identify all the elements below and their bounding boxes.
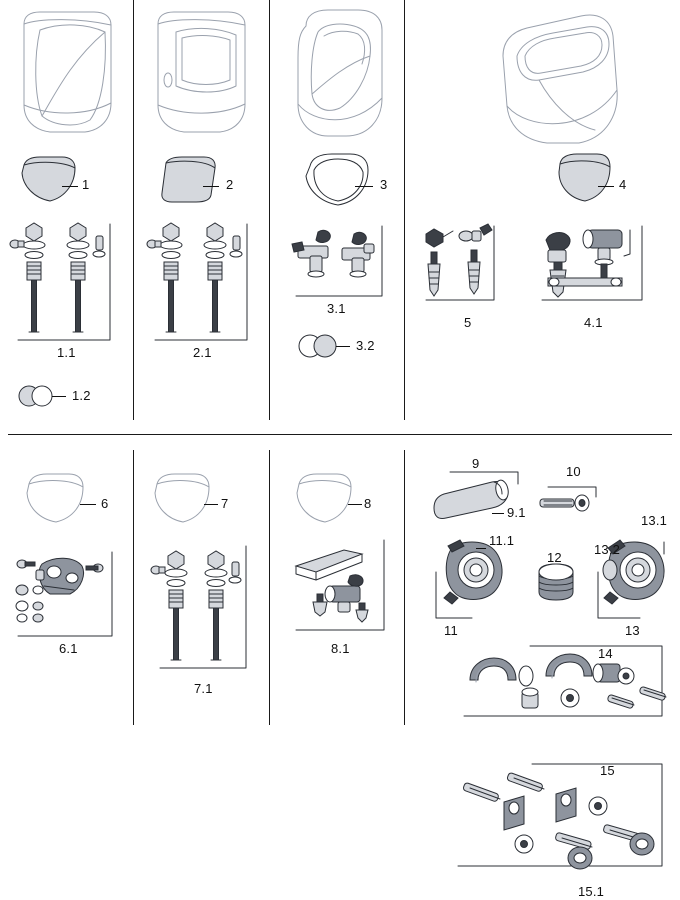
label-15-1: 15.1	[578, 884, 605, 899]
urinal-body-4	[495, 12, 625, 147]
label-12: 12	[547, 550, 562, 565]
divider-vertical-5	[269, 450, 270, 725]
label-15: 15	[600, 763, 615, 778]
fixing-set-1-1	[8, 222, 113, 342]
urinal-body-2	[146, 8, 258, 138]
mounting-set-4-1	[530, 222, 650, 304]
divider-horizontal-1	[8, 434, 672, 435]
anchor-set-5	[418, 222, 500, 304]
label-1-1: 1.1	[57, 345, 76, 360]
label-3: 3	[380, 177, 388, 192]
leader-3-2	[336, 346, 350, 347]
divider-vertical-3	[404, 0, 405, 420]
label-7: 7	[221, 496, 229, 511]
divider-vertical-1	[133, 0, 134, 420]
threaded-nut-12	[533, 562, 579, 604]
label-9: 9	[472, 456, 480, 471]
label-10: 10	[566, 464, 581, 479]
siphon-11	[432, 538, 514, 626]
urinal-cover-8	[292, 472, 356, 524]
label-13: 13	[625, 623, 640, 638]
label-2: 2	[226, 177, 234, 192]
label-3-2: 3.2	[356, 338, 375, 353]
label-13-2: 13.2	[594, 542, 621, 557]
label-4-1: 4.1	[584, 315, 603, 330]
label-8: 8	[364, 496, 372, 511]
urinal-body-1	[10, 8, 125, 138]
leader-1-2	[52, 396, 66, 397]
divider-vertical-6	[404, 450, 405, 725]
fixing-set-7-1	[146, 542, 251, 672]
leader-11-1	[476, 548, 486, 549]
label-14: 14	[598, 646, 613, 661]
leader-3	[355, 186, 373, 187]
leader-8	[348, 504, 362, 505]
leader-9-1	[492, 513, 504, 514]
leader-1	[62, 186, 78, 187]
divider-vertical-4	[133, 450, 134, 725]
label-6-1: 6.1	[59, 641, 78, 656]
label-1-2: 1.2	[72, 388, 91, 403]
label-1: 1	[82, 177, 90, 192]
urinal-body-3	[284, 6, 396, 142]
label-6: 6	[101, 496, 109, 511]
label-2-1: 2.1	[193, 345, 212, 360]
mounting-hardware-14	[450, 640, 670, 726]
urinal-cover-2	[158, 155, 220, 205]
label-9-1: 9.1	[507, 505, 526, 520]
label-7-1: 7.1	[194, 681, 213, 696]
label-11-1: 11.1	[489, 533, 515, 548]
screw-washer-10	[534, 485, 604, 521]
inlet-connection-3-1	[288, 222, 393, 300]
leader-7	[204, 504, 218, 505]
urinal-cover-1	[18, 155, 80, 205]
inlet-bracket-8-1	[286, 536, 392, 636]
label-11: 11	[444, 623, 458, 638]
urinal-cover-4	[555, 152, 613, 204]
divider-vertical-2	[269, 0, 270, 420]
urinal-cover-7	[150, 472, 214, 524]
hinge-set-6-1	[8, 548, 118, 640]
fixing-set-2-1	[145, 222, 250, 342]
label-3-1: 3.1	[327, 301, 346, 316]
leader-2	[203, 186, 219, 187]
leader-6	[80, 504, 96, 505]
label-4: 4	[619, 177, 627, 192]
urinal-lid-3	[300, 152, 372, 208]
urinal-cover-6	[22, 472, 88, 524]
label-13-1: 13.1	[641, 513, 668, 528]
label-8-1: 8.1	[331, 641, 350, 656]
label-5: 5	[464, 315, 472, 330]
wall-bracket-hardware-15	[446, 758, 671, 878]
leader-4	[598, 186, 614, 187]
